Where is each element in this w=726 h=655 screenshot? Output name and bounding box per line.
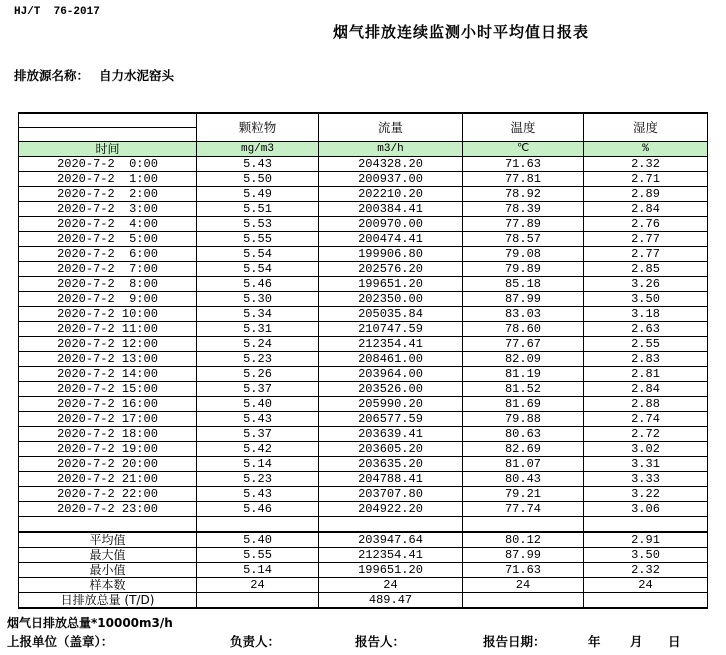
table-row [19,367,708,382]
value-cell: 5.43 [197,157,319,172]
value-cell: 3.26 [584,277,708,292]
value-cell: 3.22 [584,487,708,502]
value-cell: 2.55 [584,337,708,352]
value-cell: 205035.84 [319,307,463,322]
header-empty-bottom-cell [19,128,197,142]
value-cell: 5.30 [197,292,319,307]
value-cell: 78.60 [463,322,584,337]
emission-source-name: 自力水泥窑头 [99,68,175,83]
value-cell: 85.18 [463,277,584,292]
summary-row [19,593,708,609]
value-cell: 199651.20 [319,277,463,292]
table-row [19,247,708,262]
value-cell: 3.02 [584,442,708,457]
summary-value-cell: 5.55 [197,548,319,563]
value-cell: 2.88 [584,397,708,412]
empty-cell [19,517,197,532]
empty-row [19,517,708,532]
time-cell: 2020-7-2 3:00 [19,202,197,217]
empty-cell [463,517,584,532]
value-cell: 5.51 [197,202,319,217]
value-cell: 5.49 [197,187,319,202]
time-cell: 2020-7-2 12:00 [19,337,197,352]
unit-particulate: mg/m3 [197,142,319,157]
value-cell: 2.84 [584,382,708,397]
value-cell: 79.88 [463,412,584,427]
time-cell: 2020-7-2 11:00 [19,322,197,337]
column-header-temperature: 温度 [463,113,584,142]
time-cell: 2020-7-2 16:00 [19,397,197,412]
value-cell: 80.63 [463,427,584,442]
time-header-cell: 时间 [19,142,197,157]
value-cell: 81.19 [463,367,584,382]
time-cell: 2020-7-2 6:00 [19,247,197,262]
summary-value-cell: 24 [319,578,463,593]
unit-header-row [19,142,708,157]
header-empty-top-cell [19,113,197,128]
value-cell: 203605.20 [319,442,463,457]
summary-row [19,548,708,563]
value-cell: 199906.80 [319,247,463,262]
value-cell: 5.46 [197,502,319,517]
report-date-label: 报告日期： [483,634,546,649]
value-cell: 5.54 [197,247,319,262]
summary-label-cell: 样本数 [19,578,197,593]
report-title: 烟气排放连续监测小时平均值日报表 [333,23,590,41]
table-row [19,382,708,397]
table-row [19,277,708,292]
table-row [19,292,708,307]
value-cell: 5.37 [197,427,319,442]
time-cell: 2020-7-2 21:00 [19,472,197,487]
value-cell: 78.39 [463,202,584,217]
summary-label-cell: 日排放总量 (T/D) [19,593,197,609]
value-cell: 212354.41 [319,337,463,352]
summary-label-cell: 最小值 [19,563,197,578]
value-cell: 5.23 [197,352,319,367]
value-cell: 203964.00 [319,367,463,382]
value-cell: 5.43 [197,487,319,502]
table-row [19,472,708,487]
value-cell: 5.53 [197,217,319,232]
value-cell: 79.21 [463,487,584,502]
date-month-label: 月 [630,634,643,649]
table-row [19,172,708,187]
value-cell: 204328.20 [319,157,463,172]
summary-value-cell: 3.50 [584,548,708,563]
value-cell: 5.46 [197,277,319,292]
value-cell: 204922.20 [319,502,463,517]
value-cell: 81.07 [463,457,584,472]
unit-temperature: ℃ [463,142,584,157]
summary-value-cell: 80.12 [463,533,584,548]
date-year-label: 年 [588,634,601,649]
value-cell: 5.23 [197,472,319,487]
table-row [19,352,708,367]
value-cell: 83.03 [463,307,584,322]
emission-source-label: 排放源名称： [14,68,90,83]
summary-value-cell: 24 [463,578,584,593]
value-cell: 71.63 [463,157,584,172]
header-row-top [19,113,708,128]
unit-flow: m3/h [319,142,463,157]
value-cell: 5.14 [197,457,319,472]
table-row [19,442,708,457]
value-cell: 2.84 [584,202,708,217]
value-cell: 77.67 [463,337,584,352]
value-cell: 78.92 [463,187,584,202]
value-cell: 2.81 [584,367,708,382]
table-row [19,262,708,277]
summary-label-cell: 平均值 [19,533,197,548]
reporter-label: 报告人： [355,634,406,649]
value-cell: 77.74 [463,502,584,517]
value-cell: 3.50 [584,292,708,307]
value-cell: 5.42 [197,442,319,457]
time-cell: 2020-7-2 8:00 [19,277,197,292]
summary-value-cell: 5.40 [197,533,319,548]
value-cell: 2.77 [584,232,708,247]
table-row [19,202,708,217]
total-emission-note: 烟气日排放总量*10000m3/h [7,616,173,630]
value-cell: 5.40 [197,397,319,412]
value-cell: 80.43 [463,472,584,487]
value-cell: 87.99 [463,292,584,307]
time-cell: 2020-7-2 7:00 [19,262,197,277]
summary-value-cell: 2.32 [584,563,708,578]
table-row [19,337,708,352]
responsible-person-label: 负责人： [230,634,281,649]
summary-label-cell: 最大值 [19,548,197,563]
value-cell: 79.08 [463,247,584,262]
value-cell: 5.26 [197,367,319,382]
table-row [19,397,708,412]
value-cell: 5.54 [197,262,319,277]
value-cell: 202576.20 [319,262,463,277]
column-header-humidity: 湿度 [584,113,708,142]
value-cell: 202210.20 [319,187,463,202]
date-day-label: 日 [668,634,681,649]
column-header-flow: 流量 [319,113,463,142]
value-cell: 202350.00 [319,292,463,307]
table-row [19,187,708,202]
value-cell: 5.24 [197,337,319,352]
time-cell: 2020-7-2 5:00 [19,232,197,247]
time-cell: 2020-7-2 10:00 [19,307,197,322]
value-cell: 77.89 [463,217,584,232]
value-cell: 2.74 [584,412,708,427]
value-cell: 203707.80 [319,487,463,502]
value-cell: 5.50 [197,172,319,187]
table-row [19,412,708,427]
value-cell: 2.77 [584,247,708,262]
value-cell: 81.69 [463,397,584,412]
value-cell: 2.72 [584,427,708,442]
value-cell: 2.32 [584,157,708,172]
empty-cell [197,517,319,532]
summary-table [18,532,708,609]
table-row [19,232,708,247]
value-cell: 2.83 [584,352,708,367]
summary-value-cell: 199651.20 [319,563,463,578]
value-cell: 82.09 [463,352,584,367]
value-cell: 203635.20 [319,457,463,472]
time-cell: 2020-7-2 13:00 [19,352,197,367]
time-cell: 2020-7-2 14:00 [19,367,197,382]
value-cell: 2.76 [584,217,708,232]
value-cell: 5.43 [197,412,319,427]
value-cell: 5.55 [197,232,319,247]
value-cell: 5.34 [197,307,319,322]
value-cell: 206577.59 [319,412,463,427]
value-cell: 203526.00 [319,382,463,397]
value-cell: 200384.41 [319,202,463,217]
value-cell: 5.31 [197,322,319,337]
time-cell: 2020-7-2 1:00 [19,172,197,187]
time-cell: 2020-7-2 15:00 [19,382,197,397]
summary-value-cell [584,593,708,609]
summary-value-cell: 5.14 [197,563,319,578]
unit-humidity: % [584,142,708,157]
value-cell: 200474.41 [319,232,463,247]
value-cell: 3.18 [584,307,708,322]
value-cell: 77.81 [463,172,584,187]
summary-value-cell: 212354.41 [319,548,463,563]
table-row [19,217,708,232]
value-cell: 2.89 [584,187,708,202]
summary-value-cell: 489.47 [319,593,463,609]
time-cell: 2020-7-2 20:00 [19,457,197,472]
summary-value-cell [197,593,319,609]
hourly-data-table [18,112,708,532]
value-cell: 204788.41 [319,472,463,487]
empty-cell [319,517,463,532]
value-cell: 203639.41 [319,427,463,442]
time-cell: 2020-7-2 9:00 [19,292,197,307]
time-cell: 2020-7-2 19:00 [19,442,197,457]
value-cell: 3.06 [584,502,708,517]
value-cell: 3.31 [584,457,708,472]
time-cell: 2020-7-2 22:00 [19,487,197,502]
table-row [19,487,708,502]
standard-number: HJ/T 76-2017 [14,6,100,18]
summary-row [19,533,708,548]
value-cell: 205990.20 [319,397,463,412]
value-cell: 79.89 [463,262,584,277]
time-cell: 2020-7-2 17:00 [19,412,197,427]
value-cell: 5.37 [197,382,319,397]
summary-value-cell: 24 [584,578,708,593]
value-cell: 82.69 [463,442,584,457]
time-cell: 2020-7-2 2:00 [19,187,197,202]
table-row [19,307,708,322]
column-header-particulate: 颗粒物 [197,113,319,142]
empty-cell [584,517,708,532]
time-cell: 2020-7-2 0:00 [19,157,197,172]
value-cell: 200970.00 [319,217,463,232]
summary-value-cell: 87.99 [463,548,584,563]
report-unit-label: 上报单位（盖章）： [7,634,114,649]
time-cell: 2020-7-2 23:00 [19,502,197,517]
value-cell: 200937.00 [319,172,463,187]
emission-source-line [14,66,174,84]
summary-row [19,563,708,578]
summary-value-cell: 2.91 [584,533,708,548]
value-cell: 78.57 [463,232,584,247]
value-cell: 81.52 [463,382,584,397]
value-cell: 3.33 [584,472,708,487]
time-cell: 2020-7-2 4:00 [19,217,197,232]
value-cell: 2.71 [584,172,708,187]
summary-value-cell [463,593,584,609]
table-row [19,457,708,472]
value-cell: 208461.00 [319,352,463,367]
summary-value-cell: 71.63 [463,563,584,578]
table-row [19,157,708,172]
table-row [19,427,708,442]
summary-row [19,578,708,593]
value-cell: 2.85 [584,262,708,277]
table-row [19,502,708,517]
table-row [19,322,708,337]
summary-value-cell: 203947.64 [319,533,463,548]
summary-value-cell: 24 [197,578,319,593]
value-cell: 210747.59 [319,322,463,337]
time-cell: 2020-7-2 18:00 [19,427,197,442]
value-cell: 2.63 [584,322,708,337]
